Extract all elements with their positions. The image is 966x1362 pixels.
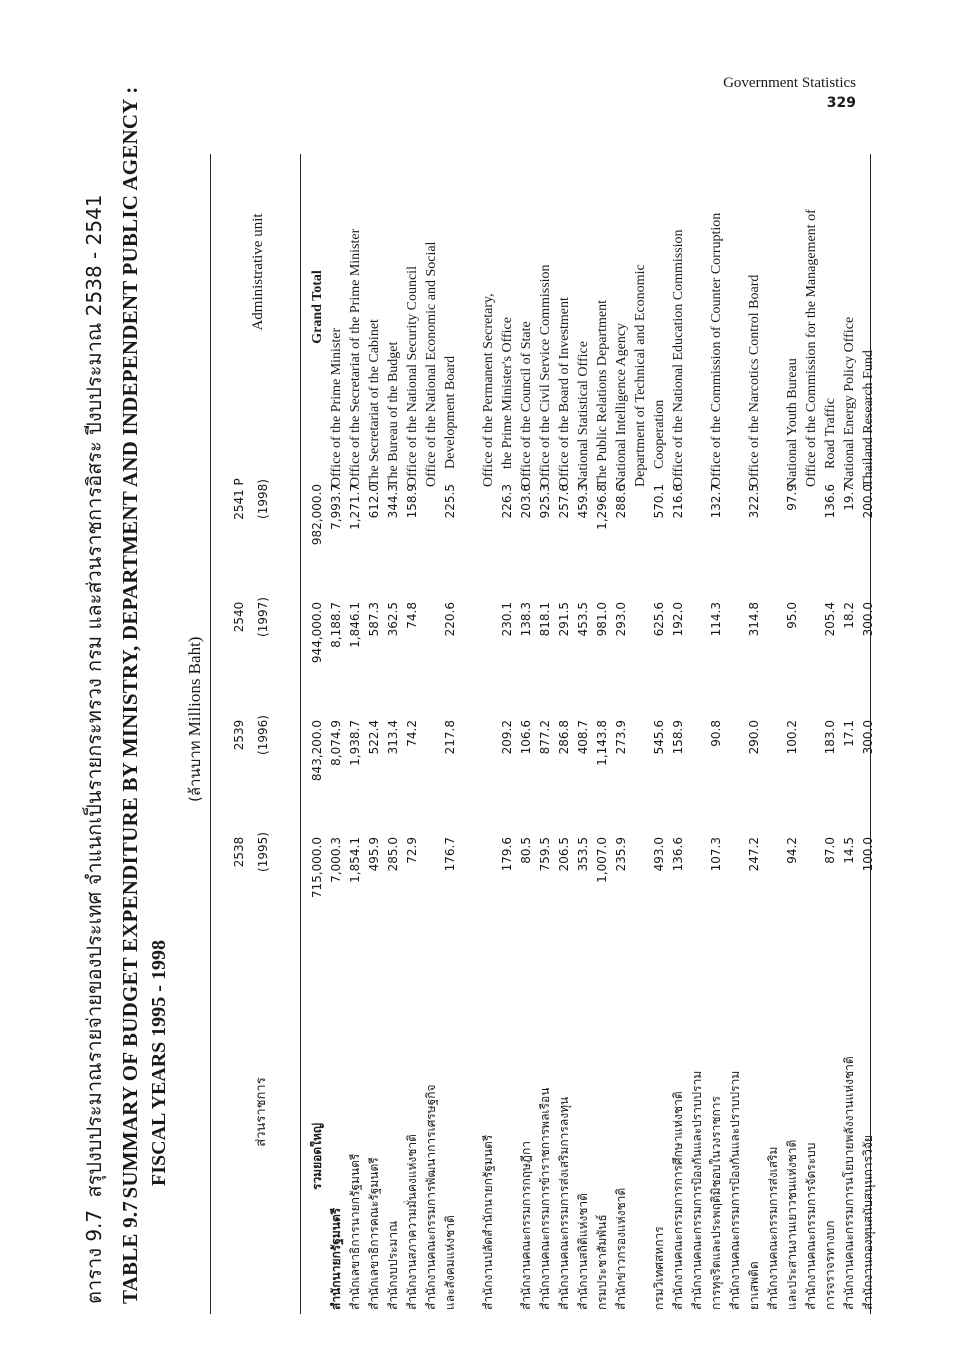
unit-note-thai: (ล้านบาท (186, 740, 204, 802)
row-label-thai: สำนักงานกองทุนสนับสนุนการวิจัย (861, 1135, 875, 1310)
row-label-thai: สำนักงานคณะกรรมการกฤษฎีกา (519, 1141, 533, 1310)
row-value-year-3: 97.9 (785, 484, 799, 511)
row-value-year-1: 158.9 (671, 720, 685, 755)
year-2-thai: 2540 (232, 601, 246, 633)
row-label-thai: การทุจริตและประพฤติมิชอบในวงราชการ (709, 1096, 723, 1310)
table-row (783, 0, 802, 1362)
table-row (802, 0, 821, 1362)
row-label-english: Development Board (443, 355, 458, 469)
row-label-english: National Statistical Office (576, 341, 591, 487)
row-label-english: National Intelligence Agency (614, 322, 629, 487)
table-row (308, 0, 327, 1362)
row-value-year-3: 570.1 (652, 484, 666, 519)
row-value-year-3: 288.6 (614, 484, 628, 519)
table-row (498, 0, 517, 1362)
row-label-english: The Public Relations Department (595, 299, 610, 487)
row-value-year-0: 136.6 (671, 837, 685, 872)
table-row (764, 0, 783, 1362)
row-label-thai: สำนักงานสถิติแห่งชาติ (576, 1193, 590, 1310)
row-value-year-3: 1,296.8 (595, 484, 609, 530)
row-value-year-2: 362.5 (386, 602, 400, 637)
row-label-thai: สำนักงานคณะกรรมการการศึกษาแห่งชาติ (671, 1091, 685, 1310)
column-header-year-2 (232, 577, 270, 657)
row-value-year-3: 19.7 (842, 484, 856, 511)
table-bottom-rule (870, 154, 871, 1314)
row-value-year-3: 136.6 (823, 484, 837, 519)
row-value-year-2: 74.8 (405, 602, 419, 629)
table-title-thai-text: สรุปงบประมาณรายจ่ายของประเทศ จำแนกเป็นรายกระทรวง กรม และส่วนราชการอิสระ ปีงบประมาณ 2538 - 2541 (82, 194, 106, 1198)
row-value-year-3: 459.3 (576, 484, 590, 519)
row-value-year-0: 87.0 (823, 837, 837, 864)
row-label-english: Office of the Secretariat of the Prime Minister (348, 228, 363, 487)
row-label-english: The Bureau of the Budget (386, 341, 401, 487)
row-value-year-0: 80.5 (519, 837, 533, 864)
row-value-year-2: 300.0 (861, 602, 875, 637)
table-row (707, 0, 726, 1362)
row-value-year-3: 257.6 (557, 484, 571, 519)
table-row (650, 0, 669, 1362)
row-value-year-2: 138.3 (519, 602, 533, 637)
row-value-year-0: 176.7 (443, 837, 457, 872)
row-value-year-3: 216.6 (671, 484, 685, 519)
row-label-english: Office of the Board of Investment (557, 297, 572, 487)
row-value-year-2: 8,188.7 (329, 602, 343, 648)
table-row (327, 0, 346, 1362)
table-row (441, 0, 460, 1362)
table-row (688, 0, 707, 1362)
row-value-year-1: 286.8 (557, 720, 571, 755)
row-value-year-0: 94.2 (785, 837, 799, 864)
table-row (403, 0, 422, 1362)
row-value-year-1: 1,143.8 (595, 720, 609, 766)
year-3-thai: 2541 P (232, 478, 246, 520)
row-value-year-1: 106.6 (519, 720, 533, 755)
table-header-rule (300, 154, 301, 1314)
row-value-year-2: 587.3 (367, 602, 381, 637)
row-value-year-2: 205.4 (823, 602, 837, 637)
row-label-thai: สำนักงานคณะกรรมการนโยบายพลังงานแห่งชาติ (842, 1056, 856, 1310)
year-1-english: (1996) (256, 715, 270, 755)
table-label-thai: ตาราง 9.7 (82, 1209, 106, 1304)
row-value-year-0: 72.9 (405, 837, 419, 864)
row-value-year-1: 273.9 (614, 720, 628, 755)
unit-note (183, 637, 207, 802)
row-label-thai: สำนักงานคณะกรรมการป้องกันและปราบปราม (690, 1070, 704, 1310)
row-value-year-2: 625.6 (652, 602, 666, 637)
row-label-thai: และประสานงานเยาวชนแห่งชาติ (785, 1139, 799, 1310)
row-value-year-0: 759.5 (538, 837, 552, 872)
row-value-year-0: 247.2 (747, 837, 761, 872)
table-row (517, 0, 536, 1362)
row-value-year-0: 107.3 (709, 837, 723, 872)
row-value-year-1: 90.8 (709, 720, 723, 747)
table-row (593, 0, 612, 1362)
row-value-year-0: 495.9 (367, 837, 381, 872)
row-label-thai: สำนักงานคณะกรรมการป้องกันและปราบปราม (728, 1070, 742, 1310)
unit-note-english: Millions Baht) (185, 636, 204, 737)
table-row (346, 0, 365, 1362)
row-value-year-2: 18.2 (842, 602, 856, 629)
row-value-year-3: 612.0 (367, 484, 381, 519)
page-number: 329 (826, 95, 856, 111)
row-value-year-0: 14.5 (842, 837, 856, 864)
row-value-year-3: 225.5 (443, 484, 457, 519)
row-label-thai: สำนักเลขาธิการคณะรัฐมนตรี (367, 1157, 381, 1310)
row-label-english: Office of the Narcotics Control Board (747, 274, 762, 487)
row-value-year-1: 843,200.0 (310, 720, 324, 782)
column-header-year-0 (232, 812, 270, 892)
row-label-thai: สำนักนายกรัฐมนตรี (329, 1207, 343, 1310)
row-label-english: Grand Total (310, 270, 325, 344)
row-value-year-0: 353.5 (576, 837, 590, 872)
column-header-english: Administrative unit (250, 213, 266, 331)
table-row (745, 0, 764, 1362)
row-label-thai: สำนักงานปลัดสำนักนายกรัฐมนตรี (481, 1134, 495, 1310)
table-title-english (118, 87, 143, 1304)
row-value-year-2: 291.5 (557, 602, 571, 637)
row-label-english: The Secretariat of the Cabinet (367, 319, 382, 487)
row-label-thai: สำนักข่าวกรองแห่งชาติ (614, 1187, 628, 1310)
row-value-year-1: 100.2 (785, 720, 799, 755)
year-2-english: (1997) (256, 597, 270, 637)
row-value-year-0: 100.0 (861, 837, 875, 872)
row-label-thai: รวมยอดใหญ่ (310, 1122, 324, 1190)
row-value-year-3: 226.3 (500, 484, 514, 519)
row-value-year-2: 230.1 (500, 602, 514, 637)
table-row (574, 0, 593, 1362)
row-value-year-3: 925.3 (538, 484, 552, 519)
row-label-english: Office of the Council of State (519, 321, 534, 487)
row-value-year-1: 1,938.7 (348, 720, 362, 766)
row-label-english: the Prime Minister's Office (500, 317, 515, 469)
row-value-year-1: 209.2 (500, 720, 514, 755)
table-row (726, 0, 745, 1362)
row-value-year-1: 17.1 (842, 720, 856, 747)
row-value-year-2: 220.6 (443, 602, 457, 637)
row-label-thai: สำนักงานคณะกรรมการจัดระบบ (804, 1142, 818, 1310)
row-label-thai: สำนักงานสภาความมั่นคงแห่งชาติ (405, 1134, 419, 1310)
row-value-year-1: 8,074.9 (329, 720, 343, 766)
row-label-english: National Youth Bureau (785, 358, 800, 487)
row-label-thai: สำนักเลขาธิการนายกรัฐมนตรี (348, 1153, 362, 1310)
row-label-thai: การจราจรทางบก (823, 1220, 837, 1310)
row-value-year-0: 179.6 (500, 837, 514, 872)
row-value-year-1: 877.2 (538, 720, 552, 755)
table-row (859, 0, 878, 1362)
row-label-english: Office of the Prime Minister (329, 327, 344, 487)
row-label-thai: ยาเสพติด (747, 1261, 761, 1310)
row-label-english: Office of the Civil Service Commission (538, 264, 553, 487)
row-value-year-3: 200.0 (861, 484, 875, 519)
row-label-thai: สำนักงานคณะกรรมการพัฒนาการเศรษฐกิจ (424, 1084, 438, 1310)
row-value-year-1: 74.2 (405, 720, 419, 747)
table-title-english-line2: FISCAL YEARS 1995 - 1998 (148, 940, 170, 1186)
table-row (422, 0, 441, 1362)
row-value-year-0: 1,007.0 (595, 837, 609, 883)
row-value-year-3: 203.6 (519, 484, 533, 519)
row-value-year-2: 192.0 (671, 602, 685, 637)
row-label-english: Office of the National Economic and Social (424, 241, 439, 487)
table-title-english-text: SUMMARY OF BUDGET EXPENDITURE BY MINISTRY, DEPARTMENT AND INDEPENDENT PUBLIC AGENCY : (118, 86, 142, 1199)
table-label-english: TABLE 9.7 (118, 1201, 142, 1304)
row-value-year-3: 344.3 (386, 484, 400, 519)
table-title-thai (78, 194, 110, 1304)
row-value-year-1: 408.7 (576, 720, 590, 755)
table-row (669, 0, 688, 1362)
row-label-thai: สำนักงบประมาณ (386, 1220, 400, 1310)
row-label-english: Office of the National Education Commission (671, 229, 686, 487)
row-value-year-1: 217.8 (443, 720, 457, 755)
row-label-thai: สำนักงานคณะกรรมการข้าราชการพลเรือน (538, 1087, 552, 1310)
row-label-english: Road Traffic (823, 398, 838, 469)
row-label-english: Thailand Research Fund (861, 350, 876, 487)
row-value-year-3: 982,000.0 (310, 484, 324, 546)
row-label-english: Office of the Commission of Counter Corruption (709, 212, 724, 487)
row-value-year-0: 7,000.3 (329, 837, 343, 883)
table-row (536, 0, 555, 1362)
table-top-rule (210, 154, 211, 1314)
row-value-year-2: 453.5 (576, 602, 590, 637)
row-label-english: National Energy Policy Office (842, 316, 857, 487)
table-row (384, 0, 403, 1362)
row-label-english: Cooperation (652, 399, 667, 469)
row-label-thai: และสังคมแห่งชาติ (443, 1215, 457, 1310)
row-value-year-2: 293.0 (614, 602, 628, 637)
row-label-thai: กรมประชาสัมพันธ์ (595, 1214, 609, 1310)
table-row (821, 0, 840, 1362)
year-0-english: (1995) (256, 832, 270, 872)
row-value-year-2: 1,846.1 (348, 602, 362, 648)
row-label-thai: สำนักงานคณะกรรมการส่งเสริม (766, 1146, 780, 1310)
table-row (479, 0, 498, 1362)
row-label-english: Office of the Commission for the Management of (804, 209, 819, 487)
running-header: Government Statistics (723, 75, 856, 91)
row-value-year-0: 285.0 (386, 837, 400, 872)
row-value-year-2: 944,000.0 (310, 602, 324, 664)
column-header-year-3 (232, 459, 270, 539)
row-value-year-3: 132.7 (709, 484, 723, 519)
table-row (840, 0, 859, 1362)
column-header-thai: ส่วนราชการ (254, 1077, 269, 1147)
row-value-year-2: 114.3 (709, 602, 723, 637)
row-value-year-1: 300.0 (861, 720, 875, 755)
row-value-year-3: 158.9 (405, 484, 419, 519)
year-0-thai: 2538 (232, 836, 246, 868)
table-row (612, 0, 631, 1362)
row-value-year-1: 545.6 (652, 720, 666, 755)
row-label-thai: กรมวิเทศสหการ (652, 1226, 666, 1310)
row-value-year-2: 314.8 (747, 602, 761, 637)
row-value-year-1: 290.0 (747, 720, 761, 755)
row-label-english: Office of the National Security Council (405, 266, 420, 487)
row-value-year-2: 981.0 (595, 602, 609, 637)
row-label-english: Department of Technical and Economic (633, 264, 648, 487)
row-value-year-2: 95.0 (785, 602, 799, 629)
year-1-thai: 2539 (232, 719, 246, 751)
row-label-english: Office of the Permanent Secretary, (481, 293, 496, 487)
row-value-year-3: 322.5 (747, 484, 761, 519)
table-row (365, 0, 384, 1362)
row-value-year-0: 1,854.1 (348, 837, 362, 883)
year-3-english: (1998) (256, 479, 270, 519)
table-row (555, 0, 574, 1362)
column-header-year-1 (232, 695, 270, 775)
table-row (460, 0, 479, 1362)
row-value-year-1: 183.0 (823, 720, 837, 755)
row-value-year-1: 313.4 (386, 720, 400, 755)
row-value-year-0: 206.5 (557, 837, 571, 872)
row-value-year-3: 7,993.7 (329, 484, 343, 530)
table-row (631, 0, 650, 1362)
row-value-year-2: 818.1 (538, 602, 552, 637)
row-value-year-0: 235.9 (614, 837, 628, 872)
row-value-year-0: 493.0 (652, 837, 666, 872)
row-value-year-1: 522.4 (367, 720, 381, 755)
row-value-year-3: 1,271.7 (348, 484, 362, 530)
row-label-thai: สำนักงานคณะกรรมการส่งเสริมการลงทุน (557, 1096, 571, 1310)
row-value-year-0: 715,000.0 (310, 837, 324, 899)
